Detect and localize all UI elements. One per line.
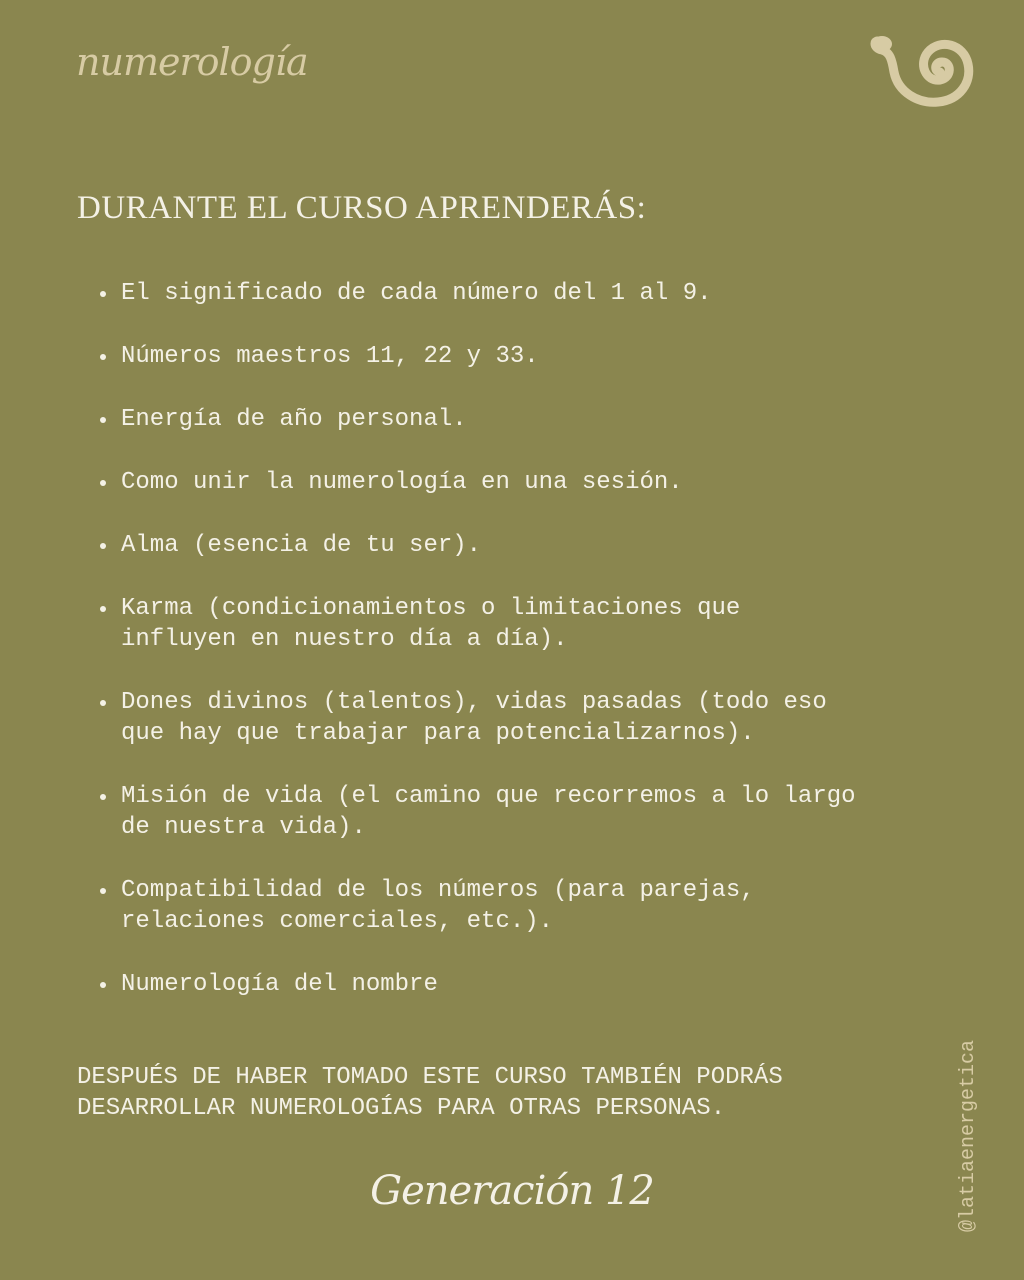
list-item: Dones divinos (talentos), vidas pasadas (todo eso que hay que trabajar para potencializarnos). [100,687,960,749]
bullet-icon [100,543,106,549]
bullet-icon [100,480,106,486]
list-item: Compatibilidad de los números (para parejas, relaciones comerciales, etc.). [100,875,960,937]
social-handle: @latiaenergetica [957,1039,980,1232]
bullet-icon [100,982,106,988]
list-item: Números maestros 11, 22 y 33. [100,341,960,372]
bullet-icon [100,417,106,423]
learning-list [100,278,960,1032]
list-item: Como unir la numerología en una sesión. [100,467,960,498]
list-item: Energía de año personal. [100,404,960,435]
list-item: El significado de cada número del 1 al 9. [100,278,960,309]
list-item: Numerología del nombre [100,969,960,1000]
bullet-icon [100,888,106,894]
list-item: Misión de vida (el camino que recorremos a lo largo de nuestra vida). [100,781,960,843]
spiral-snail-icon [868,30,978,110]
list-item: Karma (condicionamientos o limitaciones que influyen en nuestro día a día). [100,593,960,655]
bullet-icon [100,794,106,800]
bullet-icon [100,354,106,360]
bullet-icon [100,700,106,706]
generation-label: Generación 12 [370,1168,654,1214]
bullet-icon [100,291,106,297]
list-item: Alma (esencia de tu ser). [100,530,960,561]
footer-note: DESPUÉS DE HABER TOMADO ESTE CURSO TAMBIÉN PODRÁS DESARROLLAR NUMEROLOGÍAS PARA OTRAS PERSONAS. [77,1064,783,1122]
section-heading: DURANTE EL CURSO APRENDERÁS: [77,190,647,226]
bullet-icon [100,606,106,612]
brand-title: numerología [76,40,308,84]
